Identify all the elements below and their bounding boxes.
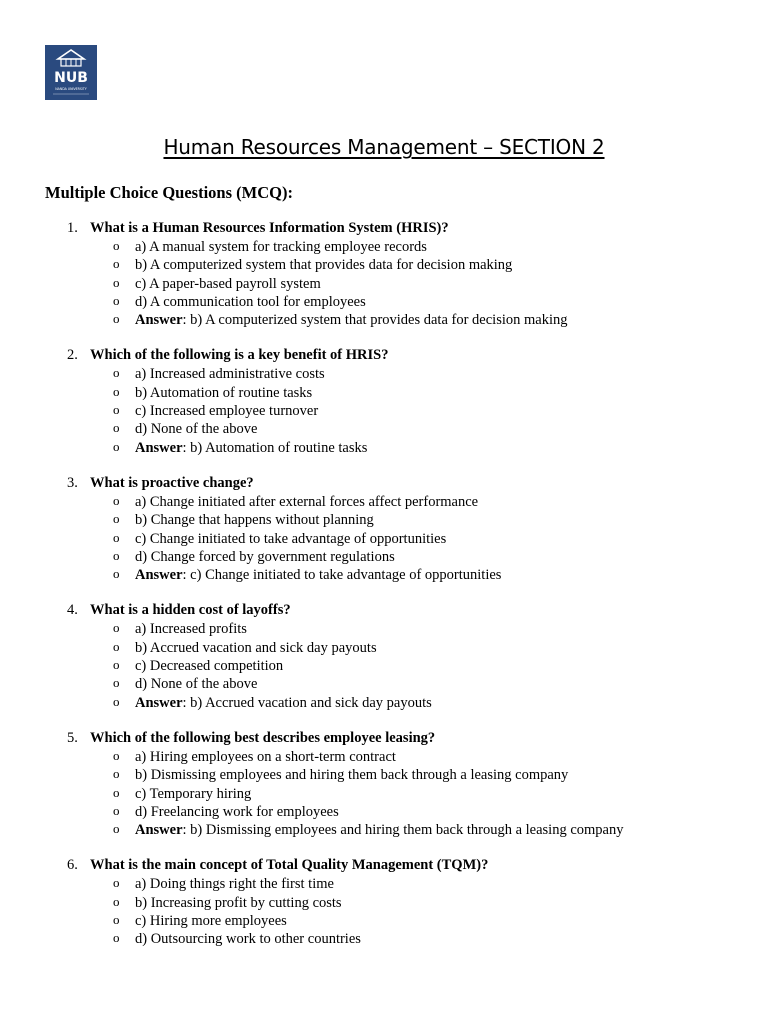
- bullet-icon: o: [113, 256, 120, 272]
- bullet-icon: o: [113, 620, 120, 636]
- bullet-icon: o: [113, 747, 120, 763]
- option-text: c) A paper-based payroll system: [135, 275, 321, 292]
- bullet-icon: o: [113, 529, 120, 545]
- option-text: d) A communication tool for employees: [135, 293, 366, 310]
- question-line: [0, 729, 768, 748]
- bullet-icon: o: [113, 638, 120, 654]
- option-text: b) A computerized system that provides data for decision making: [135, 257, 513, 274]
- bullet-icon: o: [113, 930, 120, 946]
- bullet-icon: o: [113, 402, 120, 418]
- question-number: 2.: [67, 347, 78, 364]
- question-item: [0, 346, 768, 456]
- bullet-icon: o: [113, 383, 120, 399]
- bullet-icon: o: [113, 912, 120, 928]
- question-list: [0, 219, 768, 966]
- bullet-icon: o: [113, 784, 120, 800]
- answer-text-wrapper: [135, 566, 501, 584]
- bullet-icon: o: [113, 365, 120, 381]
- question-text: Which of the following best describes employee leasing?: [90, 729, 436, 746]
- option-item: [0, 620, 768, 638]
- question-text: What is a Human Resources Information System (HRIS)?: [90, 220, 449, 236]
- option-item: [0, 675, 768, 693]
- question-line: [0, 856, 768, 875]
- option-text: d) Outsourcing work to other countries: [135, 931, 361, 948]
- answer-item: [0, 694, 768, 712]
- question-number: 1.: [67, 220, 78, 236]
- option-text: c) Decreased competition: [135, 658, 284, 675]
- question-number: 5.: [67, 729, 78, 746]
- bullet-icon: o: [113, 766, 120, 782]
- question-number: 6.: [67, 857, 78, 874]
- option-text: d) None of the above: [135, 676, 258, 693]
- bullet-icon: o: [113, 492, 120, 508]
- option-item: [0, 875, 768, 893]
- option-item: [0, 803, 768, 821]
- question-item: [0, 474, 768, 584]
- answer-text: : b) Dismissing employees and hiring them back through a leasing company: [182, 822, 624, 839]
- answer-text: : b) Automation of routine tasks: [182, 439, 368, 456]
- bullet-icon: o: [113, 438, 120, 454]
- bullet-icon: o: [113, 821, 120, 837]
- option-item: [0, 238, 768, 256]
- bullet-icon: o: [113, 511, 120, 527]
- question-line: [0, 346, 768, 365]
- answer-text-wrapper: [135, 694, 432, 712]
- option-item: [0, 748, 768, 766]
- option-item: [0, 365, 768, 383]
- bullet-icon: o: [113, 675, 120, 691]
- answer-label: Answer: [135, 694, 183, 711]
- option-text: b) Increasing profit by cutting costs: [135, 894, 342, 911]
- answer-text-wrapper: [135, 311, 568, 329]
- section-heading: Multiple Choice Questions (MCQ):: [45, 183, 293, 202]
- nub-logo-icon: [45, 45, 97, 100]
- question-number: 4.: [67, 602, 78, 619]
- answer-item: [0, 311, 768, 329]
- answer-label: Answer: [135, 439, 183, 456]
- option-item: [0, 493, 768, 511]
- option-text: c) Increased employee turnover: [135, 403, 319, 420]
- question-line: [0, 601, 768, 620]
- option-item: [0, 293, 768, 311]
- question-text: What is a hidden cost of layoffs?: [90, 602, 291, 619]
- bullet-icon: o: [113, 311, 120, 327]
- question-item: [0, 601, 768, 711]
- bullet-icon: o: [113, 566, 120, 582]
- answer-item: [0, 821, 768, 839]
- option-text: c) Change initiated to take advantage of opportunities: [135, 530, 447, 547]
- question-text: What is the main concept of Total Quality Management (TQM)?: [90, 857, 489, 874]
- option-text: a) Doing things right the first time: [135, 876, 334, 893]
- question-line: [0, 219, 768, 238]
- logo-subtext: NANDA UNIVERSITY: [55, 87, 87, 91]
- option-item: [0, 511, 768, 529]
- option-item: [0, 785, 768, 803]
- logo-text: NUB: [54, 70, 88, 86]
- option-item: [0, 420, 768, 438]
- question-line: [0, 474, 768, 493]
- answer-label: Answer: [135, 822, 183, 839]
- option-text: b) Dismissing employees and hiring them back through a leasing company: [135, 767, 569, 784]
- option-text: c) Hiring more employees: [135, 913, 287, 930]
- answer-item: [0, 566, 768, 584]
- option-item: [0, 657, 768, 675]
- question-item: [0, 729, 768, 839]
- bullet-icon: o: [113, 893, 120, 909]
- option-text: a) Increased administrative costs: [135, 366, 325, 383]
- answer-text: : b) A computerized system that provides data for decision making: [182, 312, 568, 329]
- option-item: [0, 402, 768, 420]
- bullet-icon: o: [113, 657, 120, 673]
- option-text: a) A manual system for tracking employee records: [135, 239, 427, 255]
- option-text: d) Freelancing work for employees: [135, 803, 339, 820]
- bullet-icon: o: [113, 802, 120, 818]
- answer-text-wrapper: [135, 439, 367, 457]
- bullet-icon: o: [113, 420, 120, 436]
- bullet-icon: o: [113, 292, 120, 308]
- option-item: [0, 548, 768, 566]
- answer-label: Answer: [135, 312, 183, 329]
- option-item: [0, 894, 768, 912]
- option-text: b) Automation of routine tasks: [135, 384, 313, 401]
- page-title: Human Resources Management – SECTION 2: [163, 135, 605, 159]
- bullet-icon: o: [113, 547, 120, 563]
- question-item: [0, 856, 768, 948]
- answer-item: [0, 439, 768, 457]
- bullet-icon: o: [113, 274, 120, 290]
- option-text: d) None of the above: [135, 421, 258, 438]
- answer-text-wrapper: [135, 821, 624, 839]
- option-text: a) Change initiated after external forces affect performance: [135, 493, 479, 510]
- option-item: [0, 256, 768, 274]
- option-item: [0, 930, 768, 948]
- question-item: [0, 219, 768, 329]
- option-text: c) Temporary hiring: [135, 785, 252, 802]
- bullet-icon: o: [113, 693, 120, 709]
- option-text: a) Increased profits: [135, 621, 247, 638]
- answer-label: Answer: [135, 567, 183, 584]
- option-item: [0, 275, 768, 293]
- option-item: [0, 639, 768, 657]
- university-logo: [45, 45, 97, 100]
- answer-text: : c) Change initiated to take advantage of opportunities: [182, 567, 502, 584]
- option-text: a) Hiring employees on a short-term contract: [135, 748, 396, 765]
- option-item: [0, 912, 768, 930]
- option-item: [0, 766, 768, 784]
- option-text: b) Accrued vacation and sick day payouts: [135, 639, 377, 656]
- bullet-icon: o: [113, 875, 120, 891]
- option-text: d) Change forced by government regulations: [135, 548, 395, 565]
- question-text: Which of the following is a key benefit of HRIS?: [90, 347, 389, 364]
- question-number: 3.: [67, 474, 78, 491]
- question-text: What is proactive change?: [90, 474, 254, 491]
- option-item: [0, 530, 768, 548]
- bullet-icon: o: [113, 238, 120, 253]
- option-text: b) Change that happens without planning: [135, 512, 374, 529]
- option-item: [0, 384, 768, 402]
- answer-text: : b) Accrued vacation and sick day payouts: [182, 694, 432, 711]
